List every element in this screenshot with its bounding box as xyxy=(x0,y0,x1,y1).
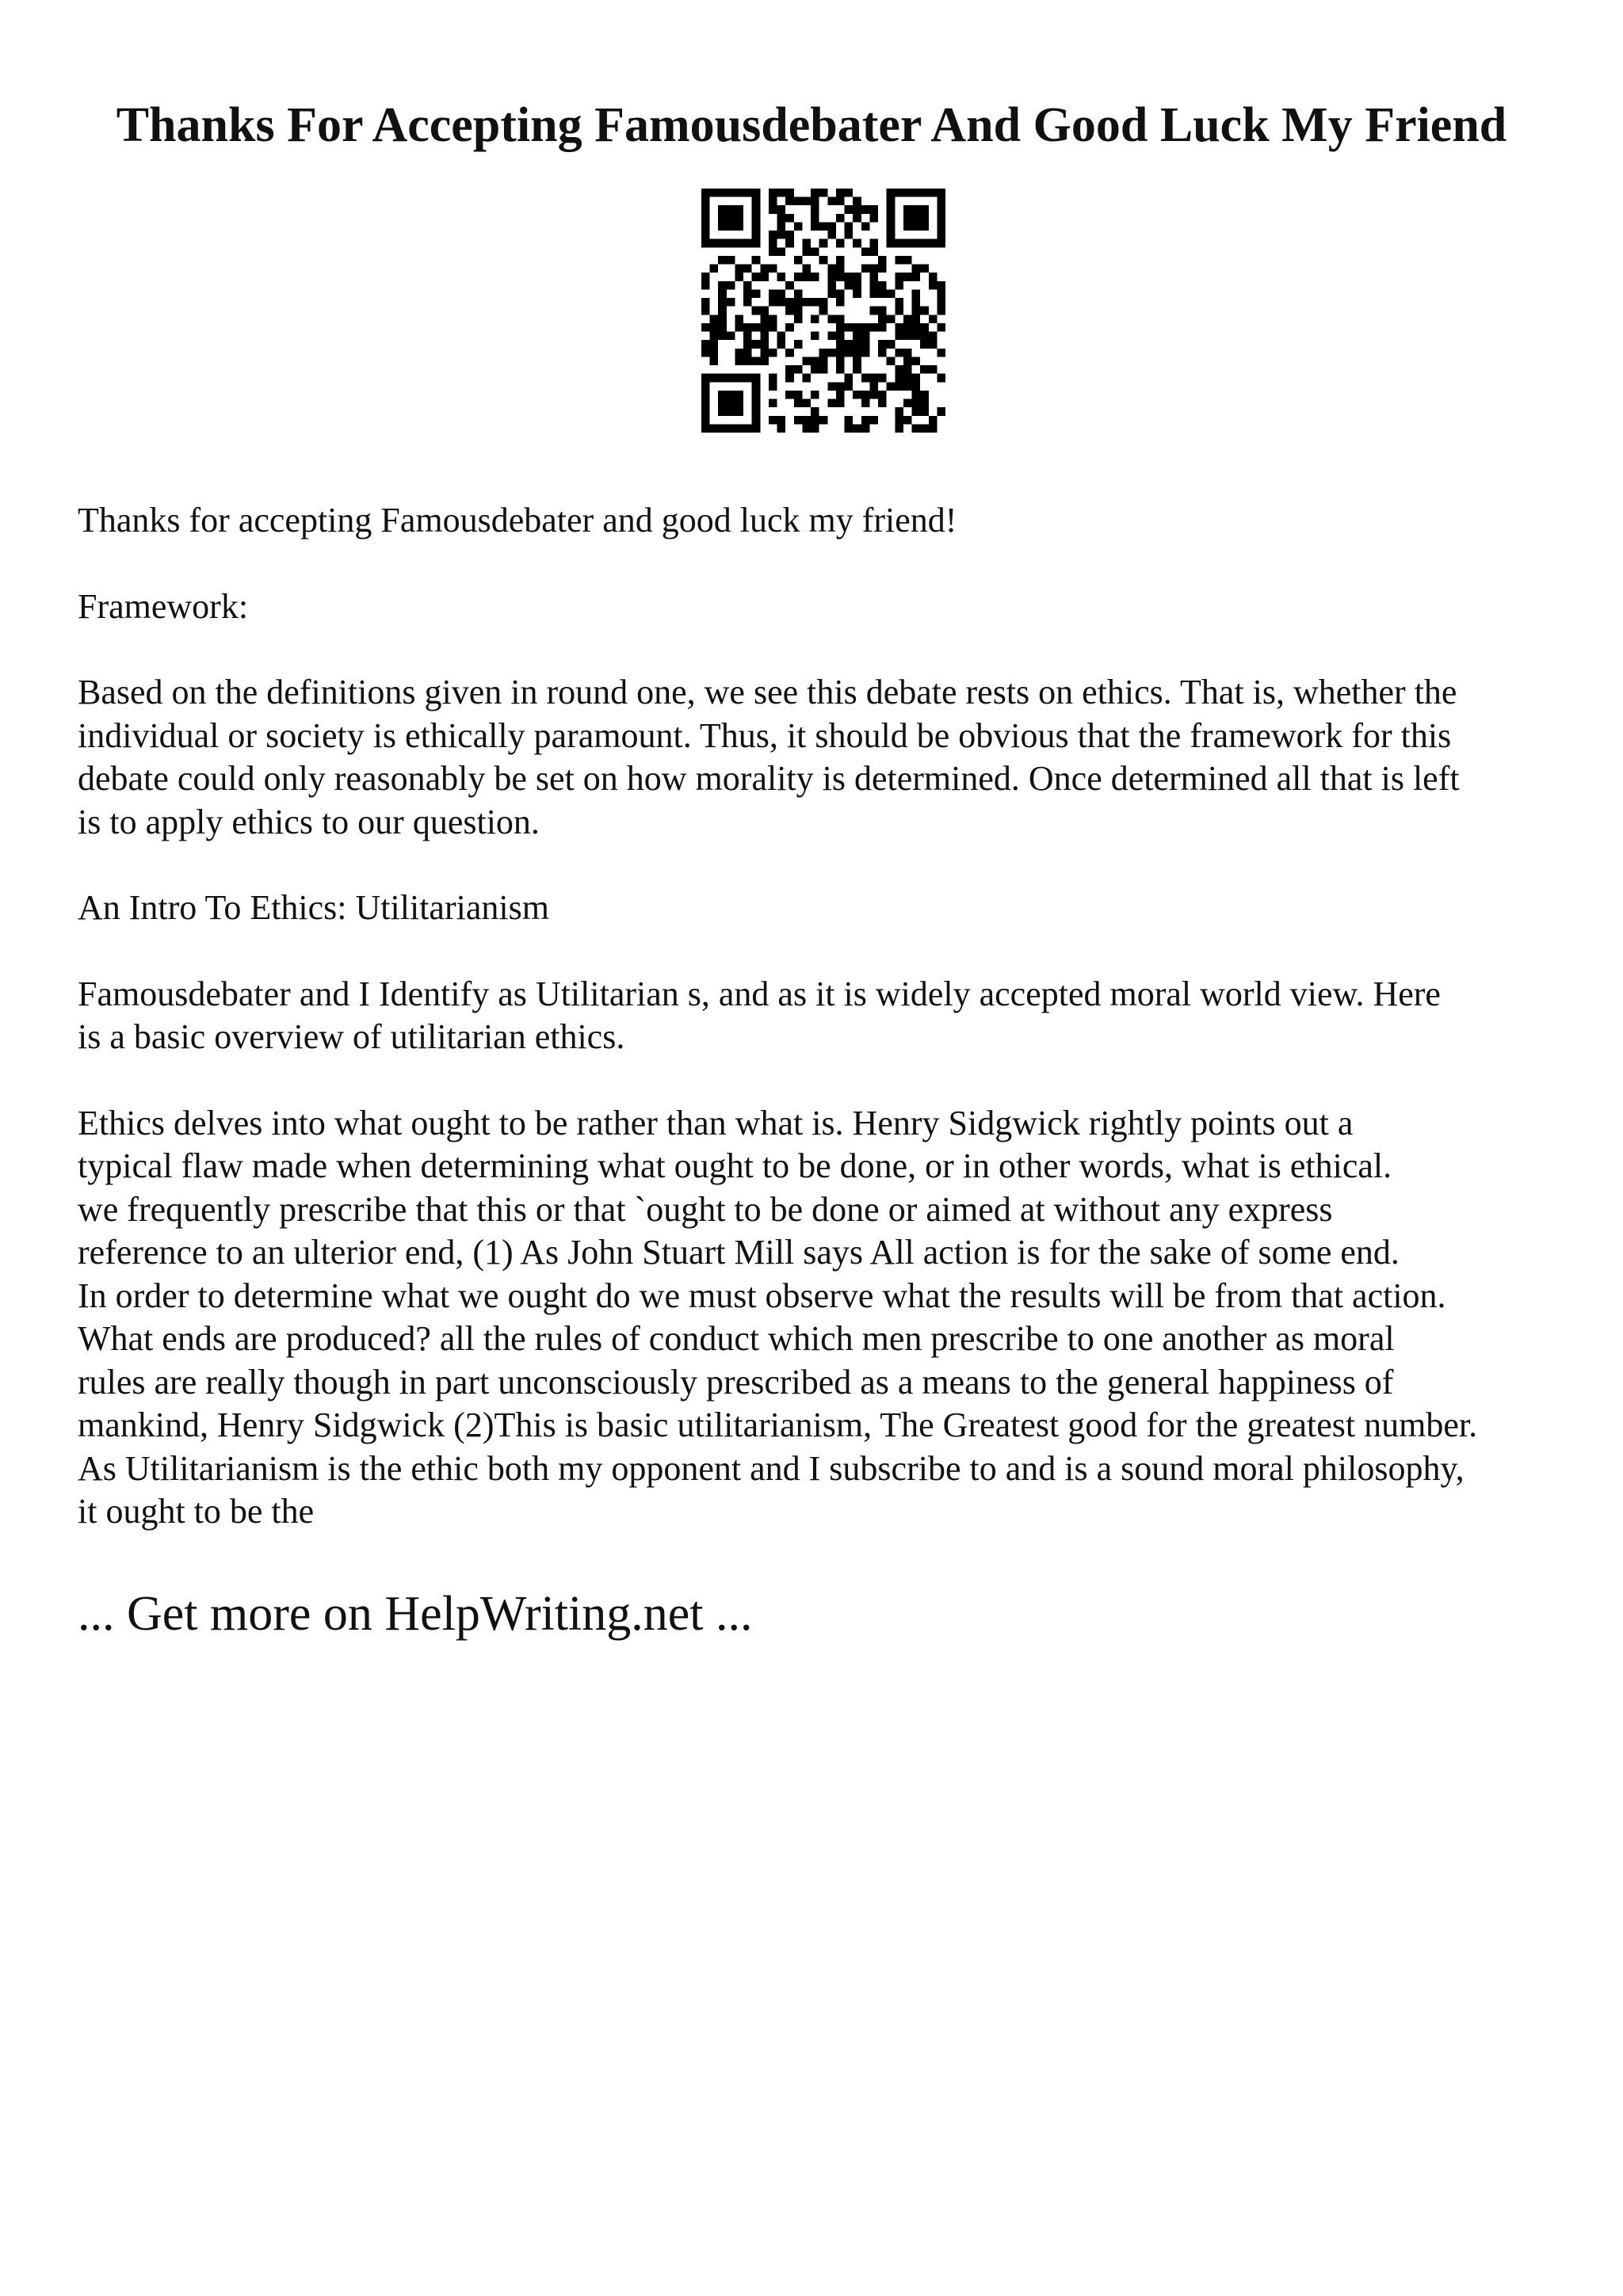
get-more-link[interactable]: ... Get more on HelpWriting.net ... xyxy=(78,1587,753,1641)
framework-paragraph: Based on the definitions given in round one, we see this debate rests on ethics. That is, whether the individual or society is ethically paramount. Thus, it should be obvious that the framework for this debate could only reasonably be set on how morality is determined. Once determined all that is left is to apply ethics to our question. xyxy=(78,673,1460,841)
document-title: Thanks For Accepting Famousdebater And Good Luck My Friend xyxy=(116,98,1507,152)
utilitarian-paragraph: Famousdebater and I Identify as Utilitarian s, and as it is widely accepted moral world view. Here is a basic overview of utilitarian ethics. xyxy=(78,974,1441,1056)
framework-heading: Framework: xyxy=(78,586,249,626)
ethics-intro-heading: An Intro To Ethics: Utilitarianism xyxy=(78,888,549,927)
intro-paragraph: Thanks for accepting Famousdebater and good luck my friend! xyxy=(78,501,957,540)
ethics-paragraph: Ethics delves into what ought to be rather than what is. Henry Sidgwick rightly points out a typical flaw made when determining what ought to be done, or in other words, what is ethical. we frequently prescribe that this or that `ought to be done or aimed at without any express reference to an ulterior end, (1) As John Stuart Mill says All action is for the sake of some end. In order to determine what we ought do we must observe what the results will be from that action. What ends are produced? all the rules of conduct which men prescribe to one another as moral rules are really though in part unconsciously prescribed as a means to the general happiness of mankind, Henry Sidgwick (2)This is basic utilitarianism, The Greatest good for the greatest number. As Utilitarianism is the ethic both my opponent and I subscribe to and is a sound moral philosophy, it ought to be the xyxy=(78,1103,1478,1531)
document-body xyxy=(78,499,1568,1577)
qr-code-icon xyxy=(701,189,945,433)
